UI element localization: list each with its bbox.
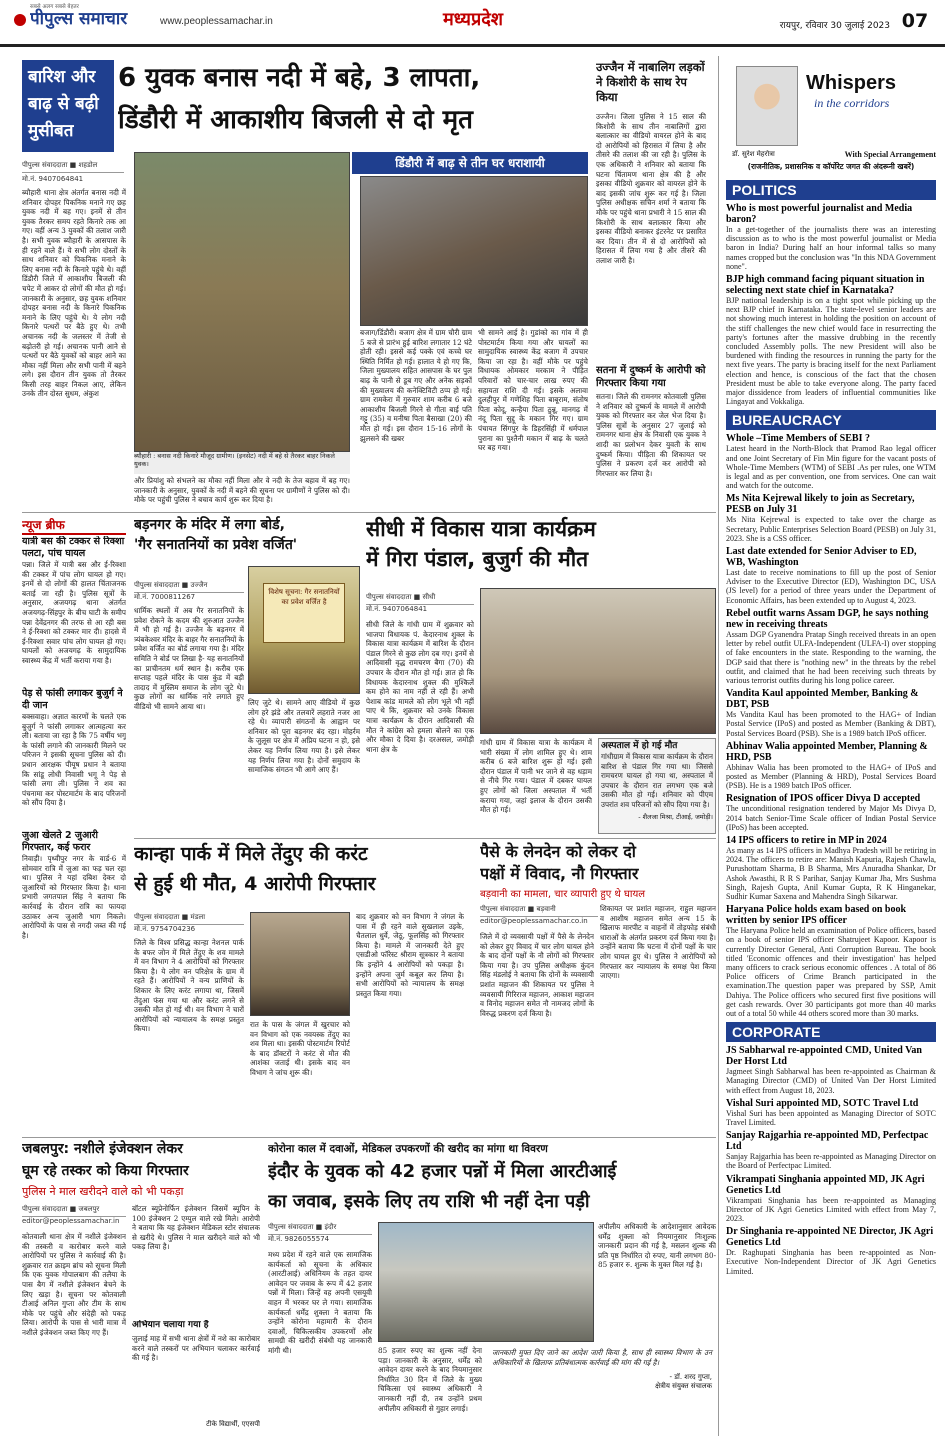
masthead-rule bbox=[0, 44, 945, 47]
sidhi-byline: पीपुल्स संवाददाता ■ सीधी bbox=[366, 592, 474, 605]
lead-byline: पीपुल्स संवाददाता ■ शहडोल bbox=[22, 160, 124, 173]
brief-text: निवाड़ी। पृथ्वीपुर नगर के वार्ड-6 में सोमवार रात्रि में जुआ का फड़ चल रहा था। पुलिस ने यहां दबिश देकर दो जुआरियों को गिरफ्तार किया है। थाना प्रभारी जगतपाल सिंह ने बताया कि कार्रवाई के दौरान रात्रि का फायदा उठाकर अन्य जुआरी भाग निकले। आरोपियों के पास से नगदी जब्त की गई है। bbox=[22, 854, 126, 940]
masthead bbox=[0, 0, 945, 48]
jabalpur-email[interactable]: editor@peoplessamachar.in bbox=[22, 1217, 120, 1225]
indore-kicker: कोरोना काल में दवाओं, मेडिकल उपकरणों की खरीद का मांगा था विवरण bbox=[268, 1143, 548, 1155]
section-heading-corporate: CORPORATE bbox=[726, 1022, 936, 1042]
indore-text-3: अपीलीय अधिकारी के आदेशानुसार आवेदक धर्मेंद्र शुक्ला को नियमानुसार निःशुल्क जानकारी प्रदान की गई है, मसलन शुल्क की प्रति पृष्ठ निर्धारित दो रुपए, यानी लगभग 80-85 हजार रु. शुल्क के मुक्त मिल गई है। bbox=[598, 1222, 716, 1270]
lead-photo-caption: ब्यौहारी : बनास नदी किनारे मौजूद ग्रामीण। (इनसेट) नदी में बहे से तैरकर बाहर निकले युवक। bbox=[134, 452, 350, 474]
brief-headline: जुआ खेलते 2 जुआरी गिरफ्तार, कई फरार bbox=[22, 830, 99, 853]
whispers-body bbox=[726, 180, 936, 1438]
jabalpur-subheadline: पुलिस ने माल खरीदने वाले को भी पकड़ा bbox=[22, 1185, 184, 1198]
collapsed-house-photo bbox=[360, 176, 588, 326]
item-title: 14 IPS officers to retire in MP in 2024 bbox=[726, 834, 887, 846]
jabalpur-headline-2: घूम रहे तस्कर को किया गिरफ्तार bbox=[22, 1163, 189, 1179]
ujjain-text: उज्जैन। जिला पुलिस ने 15 साल की किशोरी के साथ तीन नाबालिगों द्वारा बलात्कार का वीडियो वायरल होने के बाद दो आरोपियों को हिरासत में लिया है और तीसरे की तलाश की जा रही है। पुलिस के एक अधिकारी ने शनिवार को बताया कि घटना चिंतामण थाना क्षेत्र की है और इसका वीडियो शुक्रवार को वायरल होने के बाद इसकी जांच शुरू कर गई है। जिला पुलिस अधीक्षक सचिन शर्मा ने बताया कि मौके पर पहुंचे थाना प्रभारी ने 15 साल की किशोरी के साथ बलात्कार किया और इसका वीडियो बनाकर इंटरनेट पर प्रसारित कर दिया। तीन में से दो आरोपियों को हिरासत में लिया गया है और तीसरे की तलाश जारी है। bbox=[596, 112, 706, 265]
item-text: In a get-together of the journalists there was an interesting discussion as to who is the most powerful journalist or Media baron in India? During half an hour informal talks so many names cropped but the conclusion was "In this NDA Government none". bbox=[726, 225, 936, 271]
item-title: JS Sabharwal re-appointed CMD, United Van Der Horst Ltd bbox=[726, 1045, 922, 1068]
barwani-headline-2: पक्षों में विवाद, नौ गिरफ्तार bbox=[480, 864, 639, 883]
item-text: BJP national leadership is on a tight spot while picking up the next BJP chief in Karnataka. The state-level senior leaders are not showing much interest in holding the position on account of the stiff challenges the new chief would face in resurrecting the party's fortunes after the massive drubbing in the recently concluded Assembly polls. The new President will also be burdened with finding the resources in running the party for the next five years. The party is bracing itself for the next Parliament election and hence, is conscious of the fact that the chosen President must be able to take everyone along. The party faced major dissidence from leaders of influential communities like Lingayat and Vokkaliga. bbox=[726, 296, 936, 407]
badnagar-text-2: लिए जुटे थे। सामने आए वीडियो में कुछ लोग हरे झंडे और तलवारें लहराते नजर आ रहे थे। व्यापारी संगठनों के आह्वान पर शनिवार को पूरा बड़नगर बंद रहा। मोहर्रम के जुलूस पर क्षेत्र में अप्रिय घटना न हो, इसे लेकर यह निर्णय लिया गया है। इसे लेकर यह निर्णय लिया गया है। दोनों समुदाय के सामाजिक संगठन भी आगे आए हैं। bbox=[248, 698, 360, 775]
item-title: Dr Singhania re-appointed NE Director, JK Agri Genetics Ltd bbox=[726, 1226, 934, 1249]
temple-board-photo bbox=[248, 566, 360, 694]
lead-col-4: भी सामने आई है। गुडांको का गांव में ही पोस्टमार्टम किया गया और घायलों का सामुदायिक स्वास्थ्य केंद्र बजाग में उपचार किया जा रहा है। वहीं मौके पर पहुंचे विधायक ओमकार मरकाम ने पीड़ित परिवारों को चार-चार लाख रुपए की सहायता राशि दी गई। इसके अलावा दुलहीपुर में गणेशिह पिता बाबूराम, संतोष पिता कोदू, कन्हैया पिता ठुन्नू, मानगढ़ में नंदू पिता सुद्दू के मकान गिर गए। ग्राम पंचायत सिंगपुर के डिहरसिंही में धर्मपाल पुराना का पुश्तैनी मकान में बाढ़ के चलते घर बह गया। bbox=[478, 328, 588, 453]
jabalpur-campaign-head: अभियान चलाया गया है bbox=[132, 1320, 209, 1330]
item-text: Latest heard in the North-Block that Pramod Rao legal officer and one Joint Secretary of Fin Min figure for the vacant posts of Whole-Time Members (WTM) of SEBI .As per rules, one WTM is legal and as per convention, one from services. One can wait and watch for the outcome. bbox=[726, 444, 936, 491]
sidhi-headline-2: में गिरा पंडाल, बुजुर्ग की मौत bbox=[366, 547, 589, 571]
whispers-title-1: Whispers bbox=[806, 72, 897, 94]
item-text: Last date to receive nominations to fill up the post of Senior Adviser to the Executive Director (ED), Washington DC, USA (JS level) for a period of three years under the Department of Economic Affairs, has been extended up to August 4, 2023. bbox=[726, 568, 936, 605]
jabalpur-text-1: कोतवाली थाना क्षेत्र में नशीले इंजेक्शन की तस्करी व कारोबार करने वाले आरोपियों पर पुलिस ने कार्रवाई की है। शुक्रवार रात क्राइम ब्रांच को सूचना मिली कि एक युवक गोपालबाग की तलैया के पास बैग में नशीले इंजेक्शन बेचने के लिए खड़ा है। सूचना पर कोतवाली टीआई अनिल गुप्ता और टीम के साथ मौके पर पहुंचे और संदेही को पकड़ लिया। आरोपी के पास से भारी मात्रा में नशीले इंजेक्शन जब्त किए गए हैं। bbox=[22, 1232, 126, 1337]
indore-text-2: 85 हजार रुपए का शुल्क नहीं देना पड़ा। जानकारी के अनुसार, धर्मेंद्र को आवेदन दायर करने के बाद नियमानुसार निर्धारित 30 दिन में जिले के मुख्य चिकित्सा एवं स्वास्थ्य अधिकारी ने जानकारी नहीं दी, तब उन्होंने प्रथम अपीलीय अधिकारी से गुहार लगाई। bbox=[378, 1346, 482, 1413]
lead-subheadline-box bbox=[352, 152, 588, 174]
item-text: Jagmeet Singh Sabharwal has been re-appointed as Chairman & Managing Director (CMD) of United Van Der Horst Limited with effect from August 18, 2023. bbox=[726, 1067, 936, 1095]
item-text: Assam DGP Gyanendra Pratap Singh received threats in an open letter by rebel outfit ULFA-Independent (ULFA-I) over stopping of fake encounters in the state. Responding to the warning, the DGP said that there is "nothing new" in the threats by the rebel outfit, and claimed that he had been receiving such threats by various terrorist outfits during his long police career. bbox=[726, 629, 936, 685]
kanha-text-3: बाद शुक्रवार को वन विभाग ने जंगल के पास में ही रहने वाले सुखलाल उइके, चैतलाल धुर्वे, जेठू, फूलसिंह को गिरफ्तार किया है। मामले में जानकारी देते हुए एसडीओ फॉरेस्ट श्रीराम सूत्रकार ने बताया कि इन्होंने 4 आरोपियों को पकड़ा है। इन्होंने अपना जुर्म कबूल कर लिया है। सभी आरोपियों को न्यायालय के समक्ष प्रस्तुत किया गया। bbox=[356, 912, 464, 998]
section-heading-bureaucracy: BUREAUCRACY bbox=[726, 410, 936, 430]
divider bbox=[22, 512, 716, 513]
section-title: मध्यप्रदेश bbox=[442, 9, 503, 30]
barwani-byline: पीपुल्स संवाददाता ■ बड़वानी bbox=[480, 904, 598, 917]
paper-name: पीपुल्स समाचार bbox=[30, 9, 128, 29]
hospital-text: गांधीग्राम में विकास यात्रा कार्यक्रम के दौरान बारिश से पंडाल गिर गया था। जिससे रामचरण घायल हो गया था, अस्पताल में उपचार के दौरान रात लगभग एक बजे उसकी मौत हो गई। शनिवार को पीएम उपरांत शव परिजनों को सौंप दिया गया है। bbox=[601, 752, 713, 809]
indore-headline-1: इंदौर के युवक को 42 हजार पन्नों में मिला आरटीआई bbox=[268, 1161, 617, 1182]
jabalpur-byline: पीपुल्स संवाददाता ■ जबलपुर bbox=[22, 1204, 126, 1217]
lead-col-1: ब्यौहारी थाना क्षेत्र अंतर्गत बनास नदी में शनिवार दोपहर पिकनिक मनाने गए छह युवक नदी में बह गए। इनमें से तीन युवक तैरकर समय रहते किनारे तक आ गए। वहीं अन्य 3 युवकों की तलाश जारी है। सभी युवक ब्यौहारी के आसपास के ही रहने वाले हैं। ये सभी लोग दोस्तों के साथ शनिवार को पिकनिक मनाने के लिए बनास नदी के किनारे पहुंचे थे। वहीं डिंडौरी जिले में आकाशीय बिजली की चपेट में आकर दो लोगों की मौत हो गई। जानकारी के अनुसार, छह युवक शनिवार दोपहर बनास नदी के किनारे पिकनिक मनाने के लिए पहुंचे थे। ये लोग नदी किनारे पत्थरों पर बैठे हुए थे। तभी अचानक नदी के जलस्तर में तेजी से बढ़ोतरी हो गई। अचानक पानी आने से पत्थरों पर बैठे युवकों को बाहर आने का मौका नहीं मिला और सभी पानी में बहने लगे। इस दौरान तीन युवक तो तैरकर किसी तरह बाहर निकल आए, लेकिन उनके तीन दोस्त सुधम, अंकुश bbox=[22, 188, 126, 399]
kanha-text-1: जिले के विश्व प्रसिद्ध कान्हा नेशनल पार्क के बफर जोन में मिले तेंदुए के शव मामले में वन विभाग ने 4 आरोपियों को गिरफ्तार किया है। ये लोग वन परिक्षेत्र के ग्राम में रहते हैं। आरोपियों ने वन्य प्राणियों के शिकार के लिए करंट लगाया था, जिसमें तेंदुआ फंस गया था और करंट लगने से उसकी मौत हो गई थी। वन विभाग ने चारों आरोपियों को न्यायालय के समक्ष प्रस्तुत किया। bbox=[134, 938, 244, 1034]
dateline: रायपुर, रविवार 30 जुलाई 2023 bbox=[779, 21, 890, 31]
item-text: Dr. Raghupati Singhania has been re-appointed as Non-Executive Non-Independent Director of JK Agri Genetics Limited. bbox=[726, 1248, 936, 1276]
news-brief-list bbox=[22, 536, 126, 982]
barwani-text-2: शिकायत पर प्रशांत महाजन, राहुल महाजन व आशीष महाजन समेत अन्य 15 के खिलाफ मारपीट व वाहनों में तोड़फोड़ संबंधी धाराओं के अंतर्गत प्रकरण दर्ज किया गया है। उन्होंने बताया कि घटना में दोनों पक्षों के चार लोग घायल हुए थे। पुलिस ने आरोपियों को गिरफ्तार कर न्यायालय के समक्ष पेश किया जाएगा। bbox=[600, 904, 716, 981]
badnagar-mobile: मो.नं. 7000811267 bbox=[134, 593, 196, 601]
item-title: Whole –Time Members of SEBI ? bbox=[726, 433, 870, 445]
brief-item bbox=[22, 830, 126, 954]
kanha-headline-1: कान्हा पार्क में मिले तेंदुए की करंट bbox=[134, 843, 368, 865]
indore-quote-attr-1: - डॉ. शरद गुप्ता, bbox=[669, 1373, 712, 1382]
kanha-text-2: रात के पास के जंगल में खुरचार को वन विभाग को एक नवयस्क तेंदुए का शव मिला था। इसकी पोस्टमार्टम रिपोर्ट के बाद डॉक्टरों ने करंट से मौत की आशंका जताई थी। इसके बाद वन विभाग ने जांच शुरू की। bbox=[250, 1020, 350, 1077]
column-rule bbox=[718, 56, 719, 1436]
barwani-headline-1: पैसे के लेनदेन को लेकर दो bbox=[480, 842, 636, 861]
lead-label: बारिश और बाढ़ से बढ़ी मुसीबत bbox=[28, 67, 99, 141]
indore-text-1: मध्य प्रदेश में रहने वाले एक सामाजिक कार्यकर्ता को सूचना के अधिकार (आरटीआई) अधिनियम के तहत दायर आवेदन पर जवाब के रूप में 42 हजार पन्नों में मिला। जिन्हें वह अपनी एसयूवी वाहन में भरकर घर ले गया। सामाजिक कार्यकर्ता धर्मेंद्र शुक्ला ने बताया कि उन्होंने कोरोना महामारी के दौरान दवाओं, चिकित्सकीय उपकरणों और सामग्री की खरीदी संबंधी यह जानकारी मांगी थी। bbox=[268, 1250, 372, 1355]
whispers-portrait-icon bbox=[736, 66, 798, 146]
barwani-subheadline: बड़वानी का मामला, चार व्यापारी हुए थे घायल bbox=[480, 889, 646, 900]
sidhi-text-2: गांधी ग्राम में विकास यात्रा के कार्यक्रम में भारी संख्या में लोग शामिल हुए थे। शाम करीब 6 बजे बारिश शुरू हो गई। इसी दौरान पंडाल में पानी भर जाने से वह धड़ाम से नीचे गिर गया। पंडाल में दबकर घायल हुए लोगों को जिला अस्पताल में भर्ती कराया गया, जहां इलाज के दौरान उसकी मौत हो गई। bbox=[480, 738, 592, 815]
lead-col-2: और प्रियांशु को संभलने का मौका नहीं मिला और वे नदी के तेज बहाव में बह गए। जानकारी के अनुसार, युवकों के नदी में बहने की सूचना पर ग्रामीणों ने पुलिस को दी। मौके पर पहुंची पुलिस ने बचाव कार्य शुरू कर दिया है। bbox=[134, 476, 350, 505]
kanha-accused-photo bbox=[250, 912, 350, 1016]
item-text: Vikrampati Singhania has been re-appointed as Managing Director of JK Agri Genetics Limited with effect from May 7, 2023. bbox=[726, 1195, 936, 1224]
kanha-headline-2: से हुई थी मौत, 4 आरोपी गिरफ्तार bbox=[134, 873, 376, 895]
badnagar-text-1: धार्मिक स्थलों में अब गैर सनातनियों के प्रवेश रोकने के कदम की शुरुआत उज्जैन में भी हो गई है। उज्जैन के बड़नगर में त्र्यंबकेश्वर मंदिर के बाहर गैर सनातनियों के प्रवेश वर्जित का बोर्ड लगाया गया है। मंदिर समिति ने बोर्ड पर लिखा है- यह सनातनियों का प्राचीनतम धर्म स्थान है। करीब एक सप्ताह पहले मंदिर के पास कुंड में बड़ी तादाद में मुस्लिम समाज के लोग जुटे थे। कुछ लोगों का धार्मिक नारे लगाते हुए वीडियो भी सामने आया था। bbox=[134, 606, 244, 711]
satna-text: सतना। जिले की रामनगर कोतवाली पुलिस ने शनिवार को दुष्कर्म के मामले में आरोपी युवक को गिरफ्तार कर जेल भेज दिया है। पुलिस सूत्रों के अनुसार 27 जुलाई को रामनगर थाना क्षेत्र के निवासी एक युवक ने शादी का प्रलोभन देकर युवती के साथ दुष्कर्म किया। पीड़िता की शिकायत पर पुलिस ने प्रकरण दर्ज कर आरोपी को गिरफ्तार कर लिया है। bbox=[596, 392, 706, 478]
jabalpur-campaign-text: जुलाई माह में सभी थाना क्षेत्रों में नशे का कारोबार करने वाले तस्करों पर अभियान चलाकर कार्रवाई की गई है। bbox=[132, 1334, 260, 1363]
brief-item bbox=[22, 688, 126, 826]
hospital-headline: अस्पताल में हो गई मौत bbox=[601, 741, 678, 751]
jabalpur-headline-1: जबलपुर: नशीले इंजेक्शन लेकर bbox=[22, 1141, 183, 1157]
indore-headline-2: का जवाब, इसके लिए तय राशि भी नहीं देना पड़ी bbox=[268, 1191, 590, 1212]
indore-quote: जानकारी मुफ्त दिए जाने का आदेश जारी किया है, साथ ही स्वास्थ्य विभाग के उन अधिकारियों के खिलाफ प्रतिबंधात्मक कार्रवाई की मांग की गई है। bbox=[492, 1348, 712, 1367]
item-text: The unconditional resignation tendered by Major Ms Divya D, 2014 batch Senior-Time Scale officer of Indian Postal Service (IPoS) has been accepted. bbox=[726, 804, 936, 832]
whispers-subtitle: (राजनीतिक, प्रशासनिक व कॉर्पोरेट जगत की अंदरूनी खबरें) bbox=[747, 162, 915, 171]
kanha-mobile: मो.नं. 9754704236 bbox=[134, 925, 196, 933]
badnagar-byline: पीपुल्स संवाददाता ■ उज्जैन bbox=[134, 580, 244, 593]
item-text: As many as 14 IPS officers in Madhya Pradesh will be retiring in 2024. The officers to retire are: Manish Kapuria, Rajesh Chawla, Purushottam Sharma, B B Sharma, Mrs Anuradha Shankar, Dr Ashok Awasthi, R R S Parihar, Sanjay Kumar Jha, Mrs Sushma Singh, Rajesh Gupta, Anil Kumar Gupta, R K Hinganekar, Sudhir Kumar Saxena and Mahendra Singh Sikarwar. bbox=[726, 845, 936, 901]
item-text: Vishal Suri has been appointed as Managing Director of SOTC Travel Limited. bbox=[726, 1108, 936, 1127]
news-brief-label: न्यूज ब्रीफ bbox=[22, 516, 126, 535]
sidhi-photo bbox=[480, 588, 716, 734]
section-heading-politics: POLITICS bbox=[726, 180, 936, 200]
ujjain-headline: उज्जैन में नाबालिग लड़कों ने किशोरी के साथ रेप किया bbox=[596, 60, 705, 104]
item-title: Last date extended for Senior Adviser to ED, WB, Washington bbox=[726, 546, 917, 569]
lead-headline-1: 6 युवक बनास नदी में बहे, 3 लापता, bbox=[118, 63, 481, 93]
masthead-logo-icon bbox=[14, 14, 26, 26]
jabalpur-attribution: टीके विद्यार्थी, एएसपी bbox=[206, 1420, 260, 1428]
divider bbox=[134, 838, 716, 839]
lead-headline-2: डिंडौरी में आकाशीय बिजली से दो मृत bbox=[118, 105, 474, 135]
brief-headline: यात्री बस की टक्कर से रिक्शा पलटा, पांच घायल bbox=[22, 536, 125, 559]
item-title: Haryana Police holds exam based on book written by senior IPS officer bbox=[726, 904, 907, 927]
barwani-text-1: जिले में दो व्यवसायी पक्षों में पैसे के लेनदेन को लेकर हुए विवाद में चार लोग घायल होने के बाद दोनों पक्षों के नौ लोगों को गिरफ्तार किया गया है। उप पुलिस अधीक्षक कुंदन सिंह मंडलोई ने बताया कि दोनों के व्यवसायी प्रशांत महाजन की शिकायत पर पुलिस ने व्यवसायी गिरिराज महाजन, आकाश महाजन व विनोद महाजन समेत नौ नामजद लोगों के विरुद्ध प्रकरण दर्ज किया है। bbox=[480, 932, 594, 1018]
indore-quote-attr-2: क्षेत्रीय संयुक्त संचालक bbox=[655, 1382, 712, 1391]
brief-item bbox=[22, 536, 126, 684]
item-text: Ms Vandita Kaul has been promoted to the HAG+ of Indian Postal Service (IPoS) and posted as Member (Banking & DBT), Postal Services Board (PSB). She is a 1989 batch IPoS officer. bbox=[726, 710, 936, 738]
item-title: Resignation of IPOS officer Divya D accepted bbox=[726, 793, 921, 805]
whispers-arrangement: With Special Arrangement bbox=[844, 150, 936, 159]
sidhi-text-1: सीधी जिले के गांधी ग्राम में शुक्रवार को भाजपा विधायक पं. केदारनाथ शुक्ल के विकास यात्रा कार्यक्रम में बारिश के दौरान पंडाल गिरने से कुछ लोग दब गए। इनमें से आदिवासी वृद्ध रामचरण बैगा (70) की उपचार के दौरान मौत हो गई। ज्ञात हो कि विधायक केदारनाथ शुक्ल की मुश्किलें कम होने का नाम नहीं ले रही हैं। अभी पेशाब कांड मामले को लोग भूले भी नहीं पाए थे कि, शुक्रवार को उनके विकास यात्रा कार्यक्रम के दौरान आदिवासी की मौत ने कांग्रेस को हमला बोलने का एक और मौका दे दिया है। दरअसल, जमोड़ी थाना क्षेत्र के bbox=[366, 620, 474, 754]
item-title: Vandita Kaul appointed Member, Banking & DBT, PSB bbox=[726, 688, 919, 711]
item-title: Vishal Suri appointed MD, SOTC Travel Ltd bbox=[726, 1097, 919, 1109]
item-title: Rebel outfit warns Assam DGP, he says nothing new in receiving threats bbox=[726, 607, 929, 630]
item-title: BJP high command facing piquant situation in selecting next state chief in Karnataka? bbox=[726, 274, 925, 297]
item-title: Ms Nita Kejrewal likely to join as Secretary, PESB on July 31 bbox=[726, 493, 915, 516]
paper-tagline: सबसे अलग सबसे बेहतर bbox=[30, 4, 79, 10]
item-text: The Haryana Police held an examination of Police officers, based on a book of senior IPS officer Shatrujeet Kapoor. Kapoor is currently Director General, Anti Corruption Bureau. The book titled 'Economic offences and their investigation' has helped many officers to crack serious economic offences . A total of 86 Police officers of Crime Branch participated in the examination.The question paper was prepared by SSP, Amit Dahiya. The Police officers who secured first five positions will get cash rewards. Over 30 participants got more than 40 marks out of a total 50 while 44 others scored more than 30 marks. bbox=[726, 926, 936, 1018]
kanha-byline: पीपुल्स संवाददाता ■ मंडला bbox=[134, 912, 244, 925]
item-text: Ms Nita Kejrewal is expected to take over the charge as Secretary, Public Enterprises Selection Board (PESB) on July 31, 2023. She is a CSS officer. bbox=[726, 515, 936, 543]
temple-board bbox=[263, 583, 345, 643]
brief-text: बक्सवाहा। अज्ञात कारणों के चलते एक बुजुर्ग ने फांसी लगाकर आत्महत्या कर ली। बताया जा रहा है कि 75 वर्षीय भगू के फांसी लगाने की जानकारी मिलने पर परिजन ने इसकी सूचना पुलिस को दी। प्रधान आरक्षक पीयूष प्रधान ने बताया कि सांडू लोधी निवासी भगू ने पेड़ से फांसी लगा ली। पुलिस ने शव का पंचनामा कर पोस्टमार्टम के बाद परिजनों को सौंप दिया है। bbox=[22, 712, 126, 808]
badnagar-headline-1: बड़नगर के मंदिर में लगा बोर्ड, bbox=[134, 517, 285, 533]
hospital-box bbox=[598, 738, 716, 834]
lead-label-box bbox=[22, 60, 114, 152]
sidhi-headline-1: सीधी में विकास यात्रा कार्यक्रम bbox=[366, 517, 596, 541]
website[interactable]: www.peoplessamachar.in bbox=[160, 16, 273, 27]
indore-mobile: मो.नं. 9826055574 bbox=[268, 1235, 330, 1243]
whispers-header bbox=[726, 58, 936, 174]
indore-quote-box bbox=[488, 1346, 716, 1436]
brief-headline: पेड़ से फांसी लगाकर बुजुर्ग ने दी जान bbox=[22, 688, 123, 711]
divider bbox=[22, 1137, 716, 1138]
hospital-attribution: - शैलजा मिश्रा, टीआई, जमोड़ी। bbox=[638, 813, 713, 821]
barwani-email[interactable]: editor@peoplessamachar.co.in bbox=[480, 917, 588, 925]
whispers-title-2: in the corridors bbox=[814, 96, 890, 110]
item-text: Sanjay Rajgarhia has been re-appointed as Managing Director on the Board of Perfectpac Limited. bbox=[726, 1152, 936, 1171]
page-number: 07 bbox=[901, 10, 929, 32]
item-title: Sanjay Rajgarhia re-appointed MD, Perfectpac Ltd bbox=[726, 1130, 929, 1153]
item-title: Abhinav Walia appointed Member, Planning & HRD, PSB bbox=[726, 740, 928, 763]
sidhi-mobile: मो.नं. 9407064841 bbox=[366, 605, 428, 613]
item-title: Who is most powerful journalist and Media baron? bbox=[726, 203, 913, 225]
lead-subheadline: डिंडौरी में बाढ़ से तीन घर धराशायी bbox=[395, 156, 545, 170]
lead-mobile: मो.नं. 9407064841 bbox=[22, 175, 84, 183]
temple-board-text: विशेष सूचना: गैर सनातनियों का प्रवेश वर्जित है bbox=[268, 588, 340, 606]
indore-suv-photo bbox=[378, 1222, 594, 1342]
indore-byline: पीपुल्स संवाददाता ■ इंदौर bbox=[268, 1222, 372, 1235]
item-text: Abhinav Walia has been promoted to the HAG+ of IPoS and posted as Member (Planning & HRD), Postal Services Board (PSB). He is a 1989 batch IPoS officer. bbox=[726, 762, 936, 791]
satna-headline: सतना में दुष्कर्म के आरोपी को गिरफ्तार किया गया bbox=[596, 365, 706, 389]
lead-river-photo bbox=[134, 152, 350, 452]
item-title: Vikrampati Singhania appointed MD, JK Agri Genetics Ltd bbox=[726, 1173, 925, 1196]
jabalpur-text-2: बॉटल ब्यूप्रेनोर्फिन इंजेक्शन जिसमें ब्यूपिन के 100 इंजेक्शन 2 एम्पुल वाले रखे मिले। आरोपी ने बताया कि यह इंजेक्शन मेडिकल स्टोर संचालक से खरीदे थे। पुलिस ने माल खरीदने वाले को भी पकड़ लिया है। bbox=[132, 1204, 260, 1252]
badnagar-headline-2: 'गैर सनातनियों का प्रवेश वर्जित' bbox=[134, 537, 298, 553]
whispers-author: डॉ. सुरेश मेहरोत्रा bbox=[732, 150, 775, 158]
brief-text: पन्ना। जिले में यात्री बस और ई-रिक्शा की टक्कर में पांच लोग घायल हो गए। इनमें से दो लोगों की हालत चिंताजनक बताई जा रही है। पुलिस सूत्रों के अनुसार, अजयगढ़ थाना अंतर्गत अजयगढ़-सिंहपुर के बीच घाटी के समीप पन्ना देवेंद्रनगर की तरफ से आ रही बस ने ई-रिक्शा को टक्कर मार दी। हादसे में ई-रिक्शा सवार पांच लोग घायल हो गए। घायलों को अजयगढ़ के सामुदायिक स्वास्थ्य केंद्र में भर्ती कराया गया है। bbox=[22, 560, 126, 665]
lead-col-3: बजाग/डिंडौरी। बजाग क्षेत्र में ग्राम चौरी ग्राम 5 बजे से प्रारंभ हुई बारिश लगातार 12 घंटे होती रही। इससे कई पक्के एवं कच्चे घर स्थिति निर्मित हो गई। हालात ये हो गए कि, जिला मुख्यालय सहित आसपास के घर पुल बाढ़ के पानी से डूब गए और अनेक सड़कों की मुख्यालय की कनेक्टिविटी ठप्प हो गई। ग्राम रामकेरा में गुरुवार शाम करीब 6 बजे आकाशीय बिजली गिरने से गीता बाई पति गट्टू (35) व मनीषा पिता बैसाखा (20) की मौत हो गई। इस दौरान 15-16 लोगों के झुलसने की खबर bbox=[360, 328, 472, 443]
